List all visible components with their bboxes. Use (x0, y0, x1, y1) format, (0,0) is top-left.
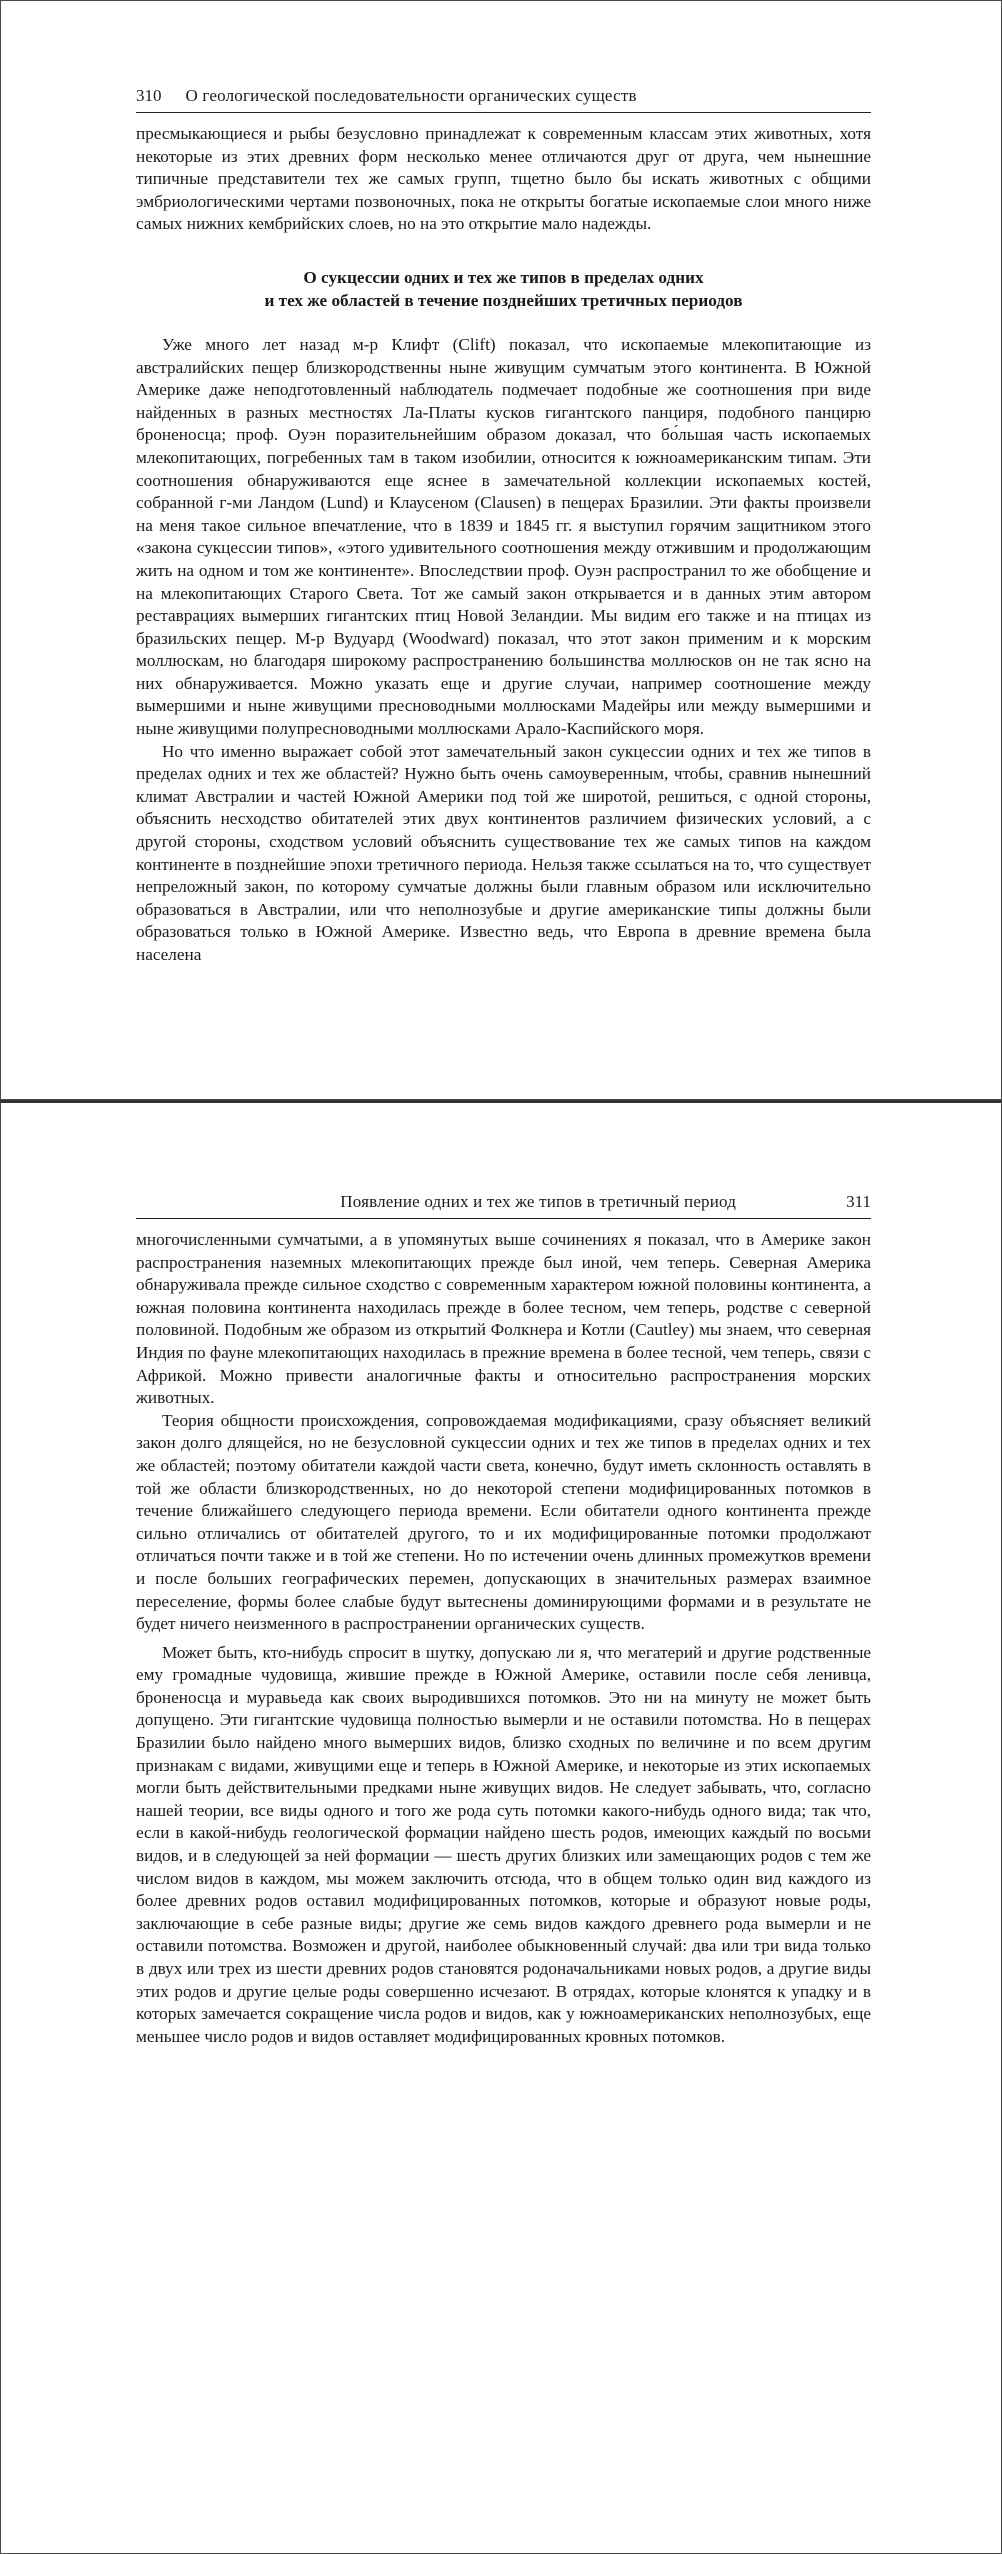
page-311-text (136, 1229, 871, 2048)
page-310-content (136, 79, 871, 967)
page-311-content (136, 1185, 871, 2048)
section-heading-line-1: О сукцессии одних и тех же типов в пределах одних (303, 267, 704, 287)
running-head-310 (136, 79, 871, 113)
running-title: О геологической последовательности органических существ (185, 86, 637, 105)
paragraph: Теория общности происхождения, сопровождаемая модификациями, сразу объясняет великий закон долго длящейся, но не безусловной сукцессии одних и тех же типов в пределах одних и тех же областей; поэтому обитатели каждой части света, конечно, будут иметь склонность оставлять в той же области близкородственных, но до некоторой степени модифицированных потомков в течение ближайшего следующего периода времени. Если обитатели одного континента прежде сильно отличались от обитателей другого, то и их модифицированные потомки продолжают отличаться почти также и в той же степени. Но по истечении очень длинных промежутков времени и после больших географических перемен, допускающих в значительных размерах взаимное переселение, формы более слабые будут вытеснены доминирующими формами и в результате не будет ничего неизменного в распространении органических существ. (136, 1410, 871, 1634)
paragraph: многочисленными сумчатыми, а в упомянутых выше сочинениях я показал, что в Америке закон распространения наземных млекопитающих прежде был иной, чем теперь. Северная Америка обнаруживала прежде сильное сходство с современным характером южной половины континента, а южная половина континента находилась прежде в более тесном, чем теперь, родстве с северной половиной. Подобным же образом из открытий Фолкнера и Котли (Cautley) мы знаем, что северная Индия по фауне млекопитающих находилась в прежние времена в более тесной, чем теперь, связи с Африкой. Можно привести аналогичные факты и относительно распространения морских животных. (136, 1230, 871, 1408)
page-number: 311 (846, 1192, 871, 1211)
page-311 (0, 1100, 1002, 2554)
page-310 (0, 0, 1002, 1100)
opening-paragraph: пресмыкающиеся и рыбы безусловно принадлежат к современным классам этих животных, хотя некоторые из этих древних форм несколько менее отличаются друг от друга, чем нынешние типичные представители тех же самых групп, тщетно было бы искать животных с общими эмбриологическими чертами позвоночных, пока не открыты богатые ископаемые слои много ниже самых нижних кембрийских слоев, но на это открытие мало надежды. (136, 124, 871, 234)
paragraph: Может быть, кто-нибудь спросит в шутку, допускаю ли я, что мегатерий и другие родственные ему громадные чудовища, жившие прежде в Южной Америке, оставили после себя ленивца, броненосца и муравьеда как своих выродившихся потомков. Это ни на минуту не может быть допущено. Эти гигантские чудовища полностью вымерли и не оставили потомства. Но в пещерах Бразилии было найдено много вымерших видов, близко сходных по величине и по всем другим признакам с видами, живущими еще и теперь в Южной Америке, и некоторые из этих ископаемых могли быть действительными предками ныне живущих видов. Не следует забывать, что, согласно нашей теории, все виды одного и того же рода суть потомки какого-нибудь одного вида; так что, если в какой-нибудь геологической формации найдено шесть родов, имеющих каждый по восьми видов, и в следующей за ней формации — шесть других близких или замещающих родов с тем же числом видов в каждом, мы можем заключить отсюда, что в общем только один вид каждого из более древних родов оставил модифицированных потомков, которые и образуют новые роды, заключающие в себе разные виды; другие же семь видов каждого древнего рода вымерли и не оставили потомства. Возможен и другой, наиболее обыкновенный случай: два или три вида только в двух или трех из шести древних родов становятся родоначальниками новых родов, а другие виды этих родов и другие целые роды совершенно исчезают. В отрядах, которые клонятся к упадку и в которых замечается сокращение числа родов и видов, как у южноамериканских неполнозубых, еще меньшее число родов и видов оставляет модифицированных кровных потомков. (136, 1642, 871, 2046)
paragraph: Но что именно выражает собой этот замечательный закон сукцессии одних и тех же типов в пределах одних и тех же областей? Нужно быть очень самоуверенным, чтобы, сравнив нынешний климат Австралии и частей Южной Америки под той же широтой, решиться, с одной стороны, объяснить несходство обитателей этих двух континентов различием физических условий, а с другой стороны, сходством условий объяснить существование тех же самых типов на каждом континенте в позднейшие эпохи третичного периода. Нельзя также ссылаться на то, что существует непреложный закон, по которому сумчатые должны были главным образом или исключительно образоваться в Австралии, или что неполнозубые и другие американские типы должны были образоваться только в Южной Америке. Известно ведь, что Европа в древние времена была населена (136, 741, 871, 964)
section-heading (136, 266, 871, 312)
running-head-311 (136, 1185, 871, 1219)
paragraph: Уже много лет назад м-р Клифт (Clift) показал, что ископаемые млекопитающие из австралийских пещер близкородственны ныне живущим сумчатым этого континента. В Южной Америке даже неподготовленный наблюдатель подмечает подобные же соотношения при виде найденных в разных местностях Ла-Платы кусков гигантского панциря, подобного панцирю броненосца; проф. Оуэн поразительнейшим образом доказал, что бо́льшая часть ископаемых млекопитающих, погребенных там в таком изобилии, относится к южноамериканским типам. Эти соотношения обнаруживаются еще яснее в замечательной коллекции ископаемых костей, собранной г-ми Ландом (Lund) и Клаусеном (Clausen) в пещерах Бразилии. Эти факты произвели на меня такое сильное впечатление, что в 1839 и 1845 гг. я выступил горячим защитником этого «закона сукцессии типов», «этого удивительного соотношения между отжившим и продолжающим жить на одном и том же континенте». Впоследствии проф. Оуэн распространил то же обобщение и на млекопитающих Старого Света. Тот же самый закон открывается и в данных этим автором реставрациях вымерших гигантских птиц Новой Зеландии. Мы видим его также и на птицах из бразильских пещер. М-р Вудуард (Woodward) показал, что этот закон применим и к морским моллюскам, но благодаря широкому распространению большинства моллюсков он не так ясно на них обнаруживается. Можно указать еще и другие случаи, например соотношение между вымершими и ныне живущими пресноводными моллюсками Мадейры или между вымершими и ныне живущими полупресноводными моллюсками Арало-Каспийского моря. (136, 334, 871, 739)
page-number: 310 (136, 86, 162, 105)
running-title: Появление одних и тех же типов в третичный период (340, 1192, 737, 1211)
page-310-text (136, 123, 871, 967)
section-heading-line-2: и тех же областей в течение позднейших третичных периодов (264, 290, 743, 310)
